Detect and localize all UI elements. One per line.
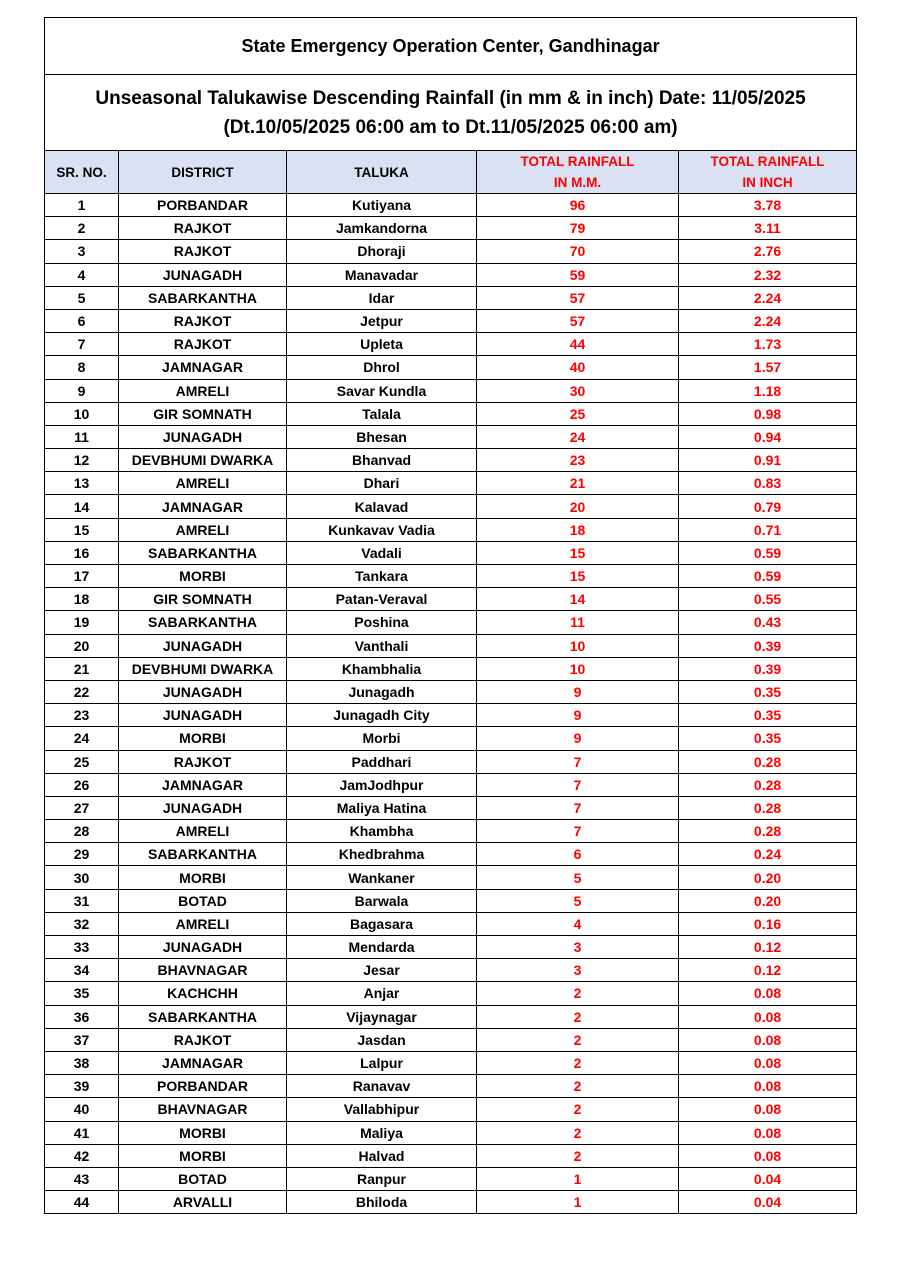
taluka-cell: Anjar <box>287 982 477 1005</box>
table-row <box>45 750 857 773</box>
taluka-cell: Junagadh City <box>287 704 477 727</box>
rainfall-inch-cell: 0.08 <box>679 1144 857 1167</box>
rainfall-table <box>44 17 857 1214</box>
column-header-row <box>45 151 857 194</box>
rainfall-inch-cell: 0.28 <box>679 773 857 796</box>
sr-no-cell: 18 <box>45 588 119 611</box>
district-cell: JAMNAGAR <box>119 773 287 796</box>
taluka-cell: Jesar <box>287 959 477 982</box>
district-cell: JUNAGADH <box>119 704 287 727</box>
district-cell: AMRELI <box>119 472 287 495</box>
district-cell: DEVBHUMI DWARKA <box>119 657 287 680</box>
rainfall-mm-cell: 5 <box>477 866 679 889</box>
table-row <box>45 1005 857 1028</box>
district-cell: GIR SOMNATH <box>119 402 287 425</box>
rainfall-inch-cell: 0.94 <box>679 425 857 448</box>
district-cell: AMRELI <box>119 518 287 541</box>
taluka-cell: Jamkandorna <box>287 217 477 240</box>
taluka-cell: Upleta <box>287 333 477 356</box>
rainfall-inch-cell: 0.39 <box>679 657 857 680</box>
district-cell: JAMNAGAR <box>119 495 287 518</box>
rainfall-mm-cell: 24 <box>477 425 679 448</box>
taluka-cell: Ranavav <box>287 1075 477 1098</box>
rainfall-mm-cell: 57 <box>477 286 679 309</box>
sr-no-cell: 23 <box>45 704 119 727</box>
table-row <box>45 356 857 379</box>
sr-no-cell: 20 <box>45 634 119 657</box>
district-cell: RAJKOT <box>119 240 287 263</box>
rainfall-inch-cell: 0.08 <box>679 1051 857 1074</box>
rainfall-inch-cell: 2.24 <box>679 309 857 332</box>
taluka-cell: Halvad <box>287 1144 477 1167</box>
taluka-cell: Paddhari <box>287 750 477 773</box>
header-rainfall-inch <box>679 151 857 194</box>
rainfall-inch-cell: 0.08 <box>679 1121 857 1144</box>
table-row <box>45 286 857 309</box>
taluka-cell: Khambhalia <box>287 657 477 680</box>
rainfall-mm-cell: 10 <box>477 634 679 657</box>
taluka-cell: Savar Kundla <box>287 379 477 402</box>
district-cell: MORBI <box>119 1144 287 1167</box>
rainfall-mm-cell: 1 <box>477 1167 679 1190</box>
district-cell: JUNAGADH <box>119 796 287 819</box>
rainfall-mm-cell: 96 <box>477 194 679 217</box>
rainfall-mm-cell: 7 <box>477 820 679 843</box>
subtitle-line-2: (Dt.10/05/2025 06:00 am to Dt.11/05/2025 06:00 am) <box>223 116 678 138</box>
rainfall-inch-cell: 2.32 <box>679 263 857 286</box>
taluka-cell: Jetpur <box>287 309 477 332</box>
sr-no-cell: 41 <box>45 1121 119 1144</box>
sr-no-cell: 34 <box>45 959 119 982</box>
district-cell: BOTAD <box>119 1167 287 1190</box>
rainfall-inch-cell: 0.08 <box>679 1005 857 1028</box>
table-row <box>45 333 857 356</box>
rainfall-mm-cell: 9 <box>477 704 679 727</box>
rainfall-inch-cell: 0.04 <box>679 1191 857 1214</box>
rainfall-inch-cell: 0.08 <box>679 1075 857 1098</box>
rainfall-inch-cell: 0.16 <box>679 912 857 935</box>
rainfall-report <box>44 17 856 1214</box>
district-cell: SABARKANTHA <box>119 843 287 866</box>
rainfall-inch-cell: 0.12 <box>679 959 857 982</box>
sr-no-cell: 5 <box>45 286 119 309</box>
sr-no-cell: 39 <box>45 1075 119 1098</box>
taluka-cell: Khedbrahma <box>287 843 477 866</box>
taluka-cell: Maliya <box>287 1121 477 1144</box>
rainfall-inch-cell: 0.20 <box>679 889 857 912</box>
rainfall-mm-cell: 44 <box>477 333 679 356</box>
taluka-cell: Maliya Hatina <box>287 796 477 819</box>
sr-no-cell: 38 <box>45 1051 119 1074</box>
district-cell: SABARKANTHA <box>119 286 287 309</box>
sr-no-cell: 40 <box>45 1098 119 1121</box>
district-cell: MORBI <box>119 866 287 889</box>
table-row <box>45 1028 857 1051</box>
table-row <box>45 309 857 332</box>
rainfall-inch-cell: 0.91 <box>679 449 857 472</box>
district-cell: JUNAGADH <box>119 936 287 959</box>
taluka-cell: Kutiyana <box>287 194 477 217</box>
taluka-cell: Morbi <box>287 727 477 750</box>
sr-no-cell: 26 <box>45 773 119 796</box>
rainfall-mm-cell: 4 <box>477 912 679 935</box>
taluka-cell: Dhari <box>287 472 477 495</box>
district-cell: BHAVNAGAR <box>119 1098 287 1121</box>
sr-no-cell: 31 <box>45 889 119 912</box>
taluka-cell: Mendarda <box>287 936 477 959</box>
rainfall-mm-cell: 21 <box>477 472 679 495</box>
rainfall-mm-cell: 2 <box>477 1075 679 1098</box>
rainfall-mm-cell: 15 <box>477 541 679 564</box>
district-cell: AMRELI <box>119 820 287 843</box>
taluka-cell: Idar <box>287 286 477 309</box>
taluka-cell: Kunkavav Vadia <box>287 518 477 541</box>
district-cell: MORBI <box>119 565 287 588</box>
district-cell: DEVBHUMI DWARKA <box>119 449 287 472</box>
rainfall-mm-cell: 20 <box>477 495 679 518</box>
table-row <box>45 657 857 680</box>
district-cell: JUNAGADH <box>119 680 287 703</box>
sr-no-cell: 16 <box>45 541 119 564</box>
rainfall-inch-cell: 0.08 <box>679 1028 857 1051</box>
sr-no-cell: 36 <box>45 1005 119 1028</box>
sr-no-cell: 17 <box>45 565 119 588</box>
rainfall-mm-cell: 9 <box>477 727 679 750</box>
rainfall-mm-cell: 3 <box>477 959 679 982</box>
taluka-cell: Dhrol <box>287 356 477 379</box>
table-row <box>45 634 857 657</box>
rainfall-mm-cell: 25 <box>477 402 679 425</box>
district-cell: BHAVNAGAR <box>119 959 287 982</box>
table-row <box>45 959 857 982</box>
sr-no-cell: 7 <box>45 333 119 356</box>
table-row <box>45 263 857 286</box>
district-cell: PORBANDAR <box>119 194 287 217</box>
taluka-cell: Vanthali <box>287 634 477 657</box>
sr-no-cell: 4 <box>45 263 119 286</box>
rainfall-inch-cell: 0.28 <box>679 820 857 843</box>
district-cell: ARVALLI <box>119 1191 287 1214</box>
header-rainfall-mm-line1: TOTAL RAINFALL <box>520 154 635 169</box>
rainfall-inch-cell: 0.08 <box>679 1098 857 1121</box>
table-row <box>45 565 857 588</box>
table-row <box>45 194 857 217</box>
rainfall-inch-cell: 0.35 <box>679 727 857 750</box>
sr-no-cell: 35 <box>45 982 119 1005</box>
rainfall-inch-cell: 0.59 <box>679 565 857 588</box>
district-cell: BOTAD <box>119 889 287 912</box>
rainfall-inch-cell: 0.08 <box>679 982 857 1005</box>
taluka-cell: Ranpur <box>287 1167 477 1190</box>
rainfall-inch-cell: 0.79 <box>679 495 857 518</box>
rainfall-inch-cell: 0.24 <box>679 843 857 866</box>
district-cell: RAJKOT <box>119 217 287 240</box>
table-row <box>45 936 857 959</box>
sr-no-cell: 44 <box>45 1191 119 1214</box>
taluka-cell: Khambha <box>287 820 477 843</box>
rainfall-mm-cell: 2 <box>477 1144 679 1167</box>
report-title: State Emergency Operation Center, Gandhinagar <box>45 18 857 75</box>
header-rainfall-inch-line2: IN INCH <box>742 175 793 190</box>
table-row <box>45 425 857 448</box>
table-row <box>45 773 857 796</box>
taluka-cell: Bhanvad <box>287 449 477 472</box>
table-row <box>45 495 857 518</box>
sr-no-cell: 10 <box>45 402 119 425</box>
rainfall-mm-cell: 2 <box>477 1098 679 1121</box>
rainfall-mm-cell: 70 <box>477 240 679 263</box>
taluka-cell: Manavadar <box>287 263 477 286</box>
sr-no-cell: 28 <box>45 820 119 843</box>
sr-no-cell: 15 <box>45 518 119 541</box>
rainfall-inch-cell: 0.12 <box>679 936 857 959</box>
rainfall-inch-cell: 0.04 <box>679 1167 857 1190</box>
rainfall-mm-cell: 6 <box>477 843 679 866</box>
district-cell: JUNAGADH <box>119 634 287 657</box>
rainfall-inch-cell: 0.98 <box>679 402 857 425</box>
header-rainfall-mm-line2: IN M.M. <box>553 175 602 190</box>
report-subtitle <box>45 75 857 151</box>
subtitle-line-1: Unseasonal Talukawise Descending Rainfall (in mm & in inch) Date: 11/05/2025 <box>95 87 806 109</box>
rainfall-mm-cell: 2 <box>477 982 679 1005</box>
rainfall-inch-cell: 2.24 <box>679 286 857 309</box>
sr-no-cell: 8 <box>45 356 119 379</box>
rainfall-mm-cell: 79 <box>477 217 679 240</box>
table-row <box>45 820 857 843</box>
taluka-cell: Bhesan <box>287 425 477 448</box>
taluka-cell: Wankaner <box>287 866 477 889</box>
table-row <box>45 1075 857 1098</box>
district-cell: GIR SOMNATH <box>119 588 287 611</box>
sr-no-cell: 3 <box>45 240 119 263</box>
taluka-cell: Lalpur <box>287 1051 477 1074</box>
rainfall-inch-cell: 0.71 <box>679 518 857 541</box>
district-cell: SABARKANTHA <box>119 1005 287 1028</box>
table-row <box>45 1098 857 1121</box>
taluka-cell: Vijaynagar <box>287 1005 477 1028</box>
rainfall-inch-cell: 2.76 <box>679 240 857 263</box>
rainfall-mm-cell: 2 <box>477 1121 679 1144</box>
rainfall-mm-cell: 7 <box>477 750 679 773</box>
table-row <box>45 843 857 866</box>
district-cell: SABARKANTHA <box>119 611 287 634</box>
taluka-cell: Tankara <box>287 565 477 588</box>
table-row <box>45 866 857 889</box>
sr-no-cell: 1 <box>45 194 119 217</box>
rainfall-inch-cell: 3.11 <box>679 217 857 240</box>
table-row <box>45 611 857 634</box>
rainfall-inch-cell: 0.83 <box>679 472 857 495</box>
rainfall-mm-cell: 5 <box>477 889 679 912</box>
district-cell: SABARKANTHA <box>119 541 287 564</box>
table-row <box>45 1121 857 1144</box>
table-row <box>45 379 857 402</box>
rainfall-inch-cell: 0.59 <box>679 541 857 564</box>
table-row <box>45 1167 857 1190</box>
sr-no-cell: 13 <box>45 472 119 495</box>
district-cell: KACHCHH <box>119 982 287 1005</box>
rainfall-mm-cell: 18 <box>477 518 679 541</box>
taluka-cell: Bhiloda <box>287 1191 477 1214</box>
rainfall-mm-cell: 23 <box>477 449 679 472</box>
rainfall-inch-cell: 3.78 <box>679 194 857 217</box>
taluka-cell: JamJodhpur <box>287 773 477 796</box>
district-cell: RAJKOT <box>119 750 287 773</box>
sr-no-cell: 11 <box>45 425 119 448</box>
table-row <box>45 541 857 564</box>
sr-no-cell: 30 <box>45 866 119 889</box>
sr-no-cell: 21 <box>45 657 119 680</box>
sr-no-cell: 43 <box>45 1167 119 1190</box>
rainfall-mm-cell: 9 <box>477 680 679 703</box>
sr-no-cell: 29 <box>45 843 119 866</box>
taluka-cell: Kalavad <box>287 495 477 518</box>
table-row <box>45 680 857 703</box>
taluka-cell: Bagasara <box>287 912 477 935</box>
rainfall-inch-cell: 0.55 <box>679 588 857 611</box>
district-cell: AMRELI <box>119 912 287 935</box>
rainfall-mm-cell: 10 <box>477 657 679 680</box>
rainfall-mm-cell: 2 <box>477 1051 679 1074</box>
taluka-cell: Vallabhipur <box>287 1098 477 1121</box>
header-rainfall-inch-line1: TOTAL RAINFALL <box>710 154 825 169</box>
rainfall-mm-cell: 1 <box>477 1191 679 1214</box>
table-row <box>45 217 857 240</box>
table-row <box>45 704 857 727</box>
rainfall-mm-cell: 3 <box>477 936 679 959</box>
taluka-cell: Talala <box>287 402 477 425</box>
rainfall-mm-cell: 2 <box>477 1005 679 1028</box>
rainfall-inch-cell: 1.57 <box>679 356 857 379</box>
sr-no-cell: 14 <box>45 495 119 518</box>
rainfall-inch-cell: 0.35 <box>679 704 857 727</box>
rainfall-inch-cell: 1.18 <box>679 379 857 402</box>
sr-no-cell: 37 <box>45 1028 119 1051</box>
table-row <box>45 588 857 611</box>
rainfall-inch-cell: 0.28 <box>679 796 857 819</box>
taluka-cell: Junagadh <box>287 680 477 703</box>
sr-no-cell: 25 <box>45 750 119 773</box>
district-cell: RAJKOT <box>119 333 287 356</box>
rainfall-inch-cell: 0.28 <box>679 750 857 773</box>
table-row <box>45 402 857 425</box>
table-row <box>45 727 857 750</box>
table-row <box>45 912 857 935</box>
header-taluka: TALUKA <box>287 151 477 194</box>
header-district: DISTRICT <box>119 151 287 194</box>
rainfall-mm-cell: 2 <box>477 1028 679 1051</box>
taluka-cell: Dhoraji <box>287 240 477 263</box>
table-row <box>45 240 857 263</box>
rainfall-inch-cell: 0.20 <box>679 866 857 889</box>
district-cell: PORBANDAR <box>119 1075 287 1098</box>
rainfall-inch-cell: 1.73 <box>679 333 857 356</box>
sr-no-cell: 19 <box>45 611 119 634</box>
rainfall-mm-cell: 30 <box>477 379 679 402</box>
rainfall-inch-cell: 0.35 <box>679 680 857 703</box>
rainfall-mm-cell: 59 <box>477 263 679 286</box>
taluka-cell: Barwala <box>287 889 477 912</box>
sr-no-cell: 22 <box>45 680 119 703</box>
rainfall-inch-cell: 0.39 <box>679 634 857 657</box>
table-row <box>45 518 857 541</box>
table-row <box>45 796 857 819</box>
rainfall-mm-cell: 14 <box>477 588 679 611</box>
taluka-cell: Vadali <box>287 541 477 564</box>
rainfall-mm-cell: 7 <box>477 796 679 819</box>
header-sr-no: SR. NO. <box>45 151 119 194</box>
rainfall-mm-cell: 7 <box>477 773 679 796</box>
rainfall-mm-cell: 15 <box>477 565 679 588</box>
sr-no-cell: 24 <box>45 727 119 750</box>
rainfall-mm-cell: 40 <box>477 356 679 379</box>
sr-no-cell: 32 <box>45 912 119 935</box>
district-cell: JUNAGADH <box>119 263 287 286</box>
table-row <box>45 1144 857 1167</box>
rainfall-mm-cell: 11 <box>477 611 679 634</box>
table-row <box>45 889 857 912</box>
rainfall-inch-cell: 0.43 <box>679 611 857 634</box>
header-rainfall-mm <box>477 151 679 194</box>
district-cell: RAJKOT <box>119 1028 287 1051</box>
district-cell: JAMNAGAR <box>119 1051 287 1074</box>
rainfall-mm-cell: 57 <box>477 309 679 332</box>
taluka-cell: Patan-Veraval <box>287 588 477 611</box>
table-row <box>45 472 857 495</box>
district-cell: JUNAGADH <box>119 425 287 448</box>
sr-no-cell: 42 <box>45 1144 119 1167</box>
table-row <box>45 1191 857 1214</box>
district-cell: RAJKOT <box>119 309 287 332</box>
table-row <box>45 982 857 1005</box>
district-cell: AMRELI <box>119 379 287 402</box>
table-row <box>45 449 857 472</box>
taluka-cell: Jasdan <box>287 1028 477 1051</box>
sr-no-cell: 9 <box>45 379 119 402</box>
district-cell: MORBI <box>119 1121 287 1144</box>
sr-no-cell: 33 <box>45 936 119 959</box>
district-cell: JAMNAGAR <box>119 356 287 379</box>
sr-no-cell: 2 <box>45 217 119 240</box>
sr-no-cell: 6 <box>45 309 119 332</box>
taluka-cell: Poshina <box>287 611 477 634</box>
sr-no-cell: 12 <box>45 449 119 472</box>
table-row <box>45 1051 857 1074</box>
district-cell: MORBI <box>119 727 287 750</box>
sr-no-cell: 27 <box>45 796 119 819</box>
